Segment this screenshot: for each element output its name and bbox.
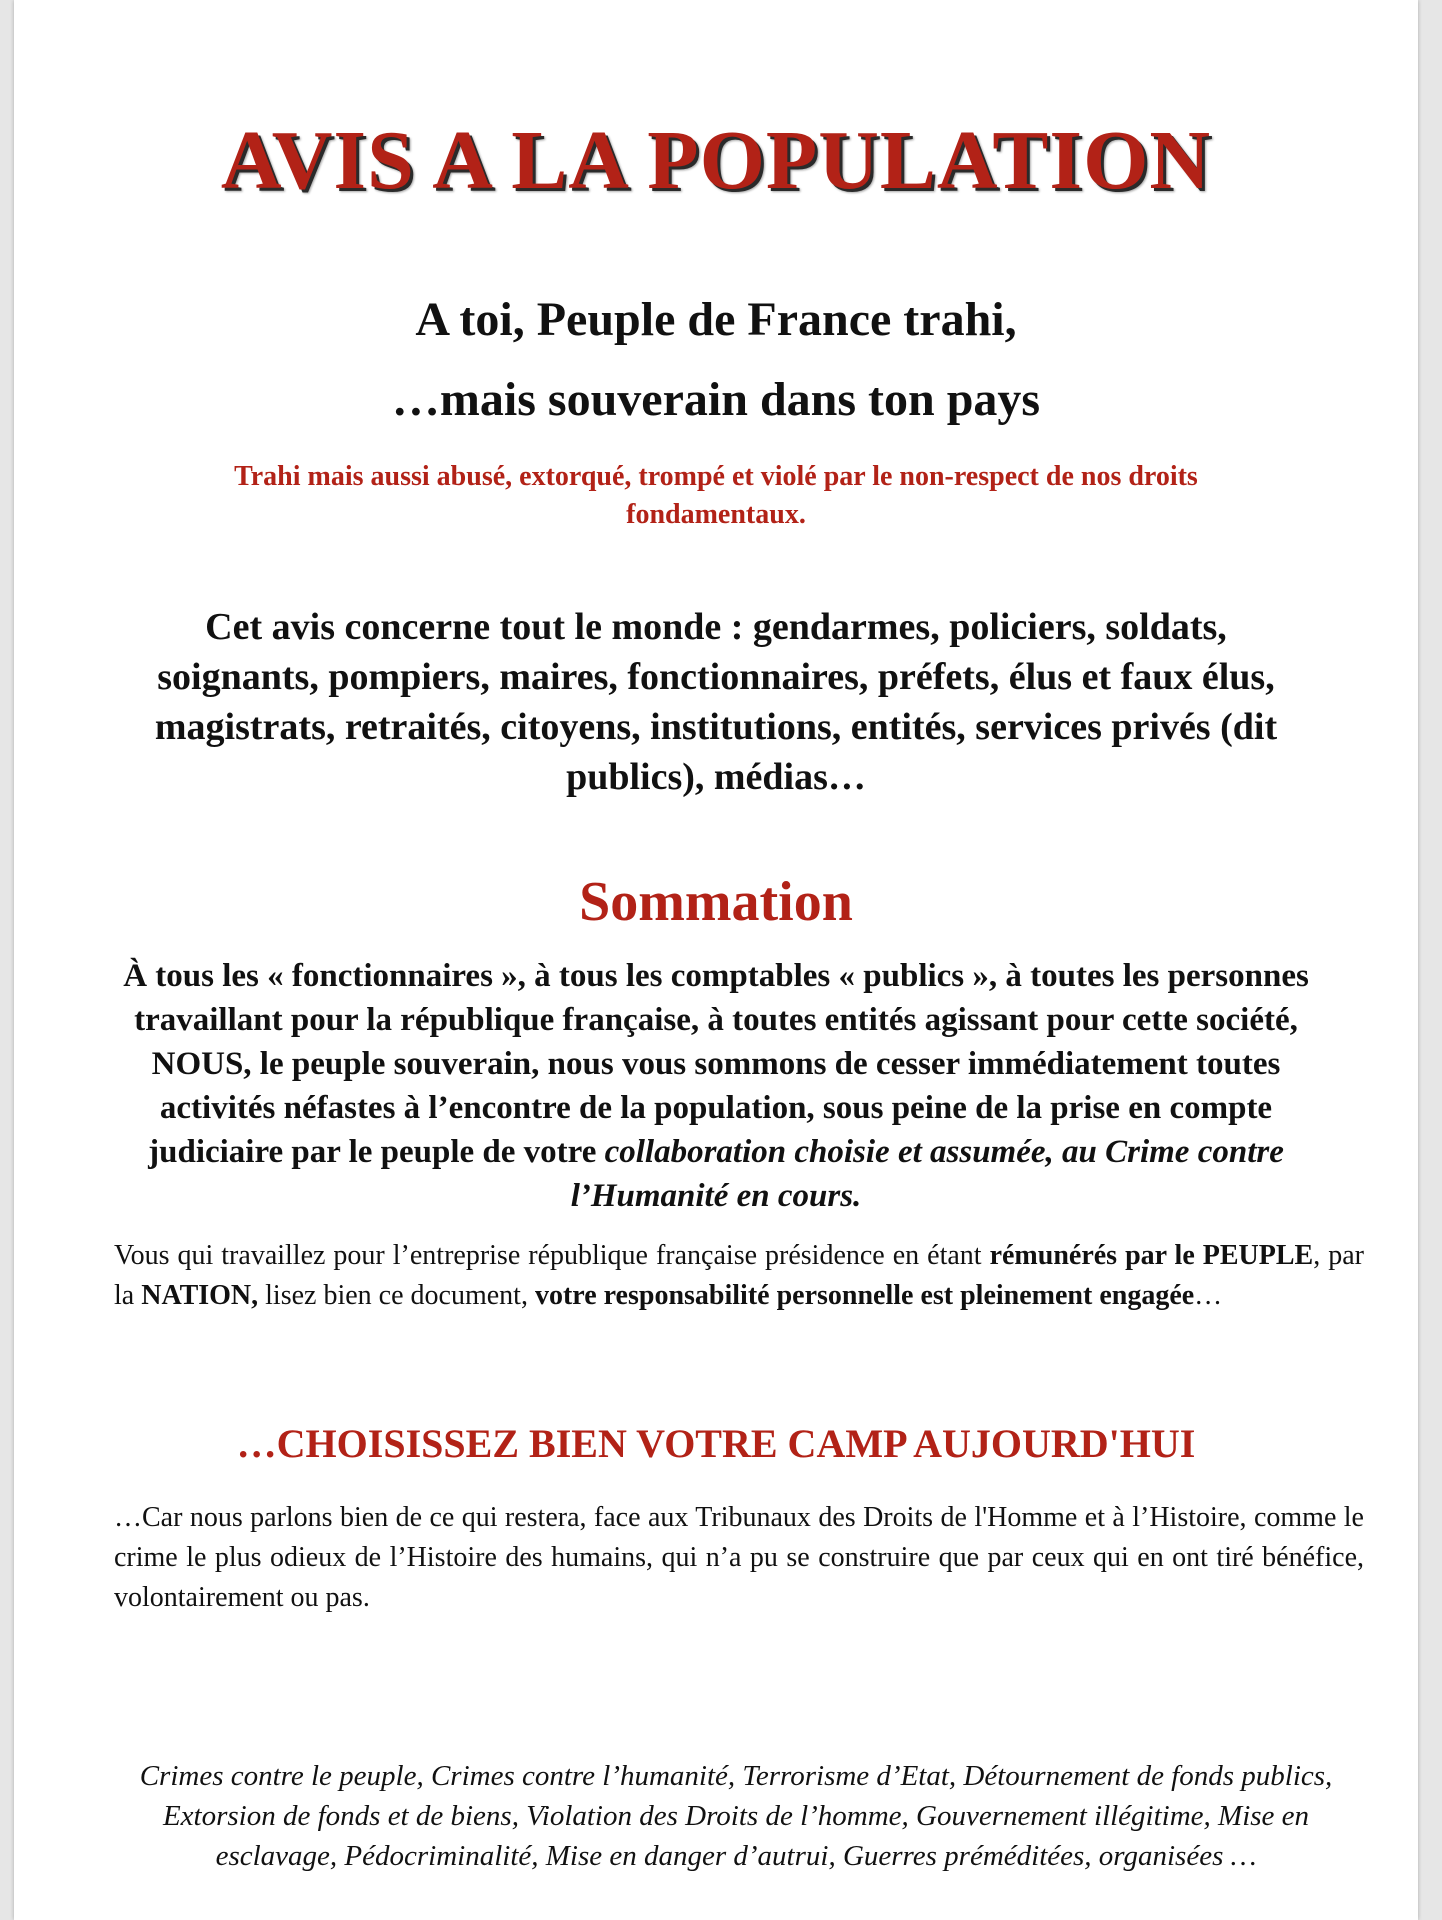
subtitle-line-2: …mais souverain dans ton pays — [391, 373, 1041, 426]
vous-part-2: , par la — [114, 1240, 1364, 1311]
sommation-text-italic: collaboration choisie et assumée, au Crime contre l’Humanité en cours. — [570, 1134, 1284, 1214]
page-title: AVIS A LA POPULATION — [220, 114, 1212, 207]
sommation-paragraph — [110, 954, 1322, 1218]
sommation-text-main: À tous les « fonctionnaires », à tous les comptables « publics », à toutes les personnes travaillant pour la république française, à toutes entités agissant pour cette société, NOUS, le peuple souverain, nous vous sommons de cesser immédiatement toutes activités néfastes à l’encontre de la population, sous peine de la prise en compte judiciaire par le peuple de votre — [123, 958, 1309, 1170]
vous-bold-1: rémunérés par le PEUPLE — [989, 1240, 1314, 1271]
sommation-heading: Sommation — [579, 871, 853, 933]
vous-bold-2: NATION, — [141, 1280, 259, 1311]
car-paragraph: …Car nous parlons bien de ce qui restera, face aux Tribunaux des Droits de l'Homme et à l’Histoire, comme le crime le plus odieux de l’Histoire des humains, qui n’a pu se construire que par ceux qui en ont tiré bénéfice, volontairement ou pas. — [114, 1502, 1364, 1613]
vous-part-4: … — [1194, 1280, 1223, 1311]
vous-bold-3: votre responsabilité personnelle est pleinement engagée — [534, 1280, 1195, 1311]
concern-paragraph: Cet avis concerne tout le monde : gendarmes, policiers, soldats, soignants, pompiers, maires, fonctionnaires, préfets, élus et faux élus, magistrats, retraités, citoyens, institutions, entités, services privés (dit publics), médias… — [154, 606, 1278, 798]
document-page — [14, 0, 1418, 1920]
choose-camp-heading: …CHOISISSEZ BIEN VOTRE CAMP AUJOURD'HUI — [236, 1421, 1196, 1466]
vous-paragraph — [114, 1236, 1364, 1316]
crimes-list: Crimes contre le peuple, Crimes contre l’humanité, Terrorisme d’Etat, Détournement de fonds publics, Extorsion de fonds et de biens, Violation des Droits de l’homme, Gouvernement illégitime, Mise en esclavage, Pédocriminalité, Mise en danger d’autrui, Guerres préméditées, organisées … — [139, 1760, 1333, 1872]
vous-part-1: Vous qui travaillez pour l’entreprise république française présidence en étant — [114, 1240, 990, 1271]
red-note: Trahi mais aussi abusé, extorqué, trompé et violé par le non-respect de nos droits fondamentaux. — [234, 461, 1198, 530]
subtitle-line-1: A toi, Peuple de France trahi, — [415, 293, 1017, 346]
vous-part-3: lisez bien ce document, — [258, 1280, 535, 1311]
